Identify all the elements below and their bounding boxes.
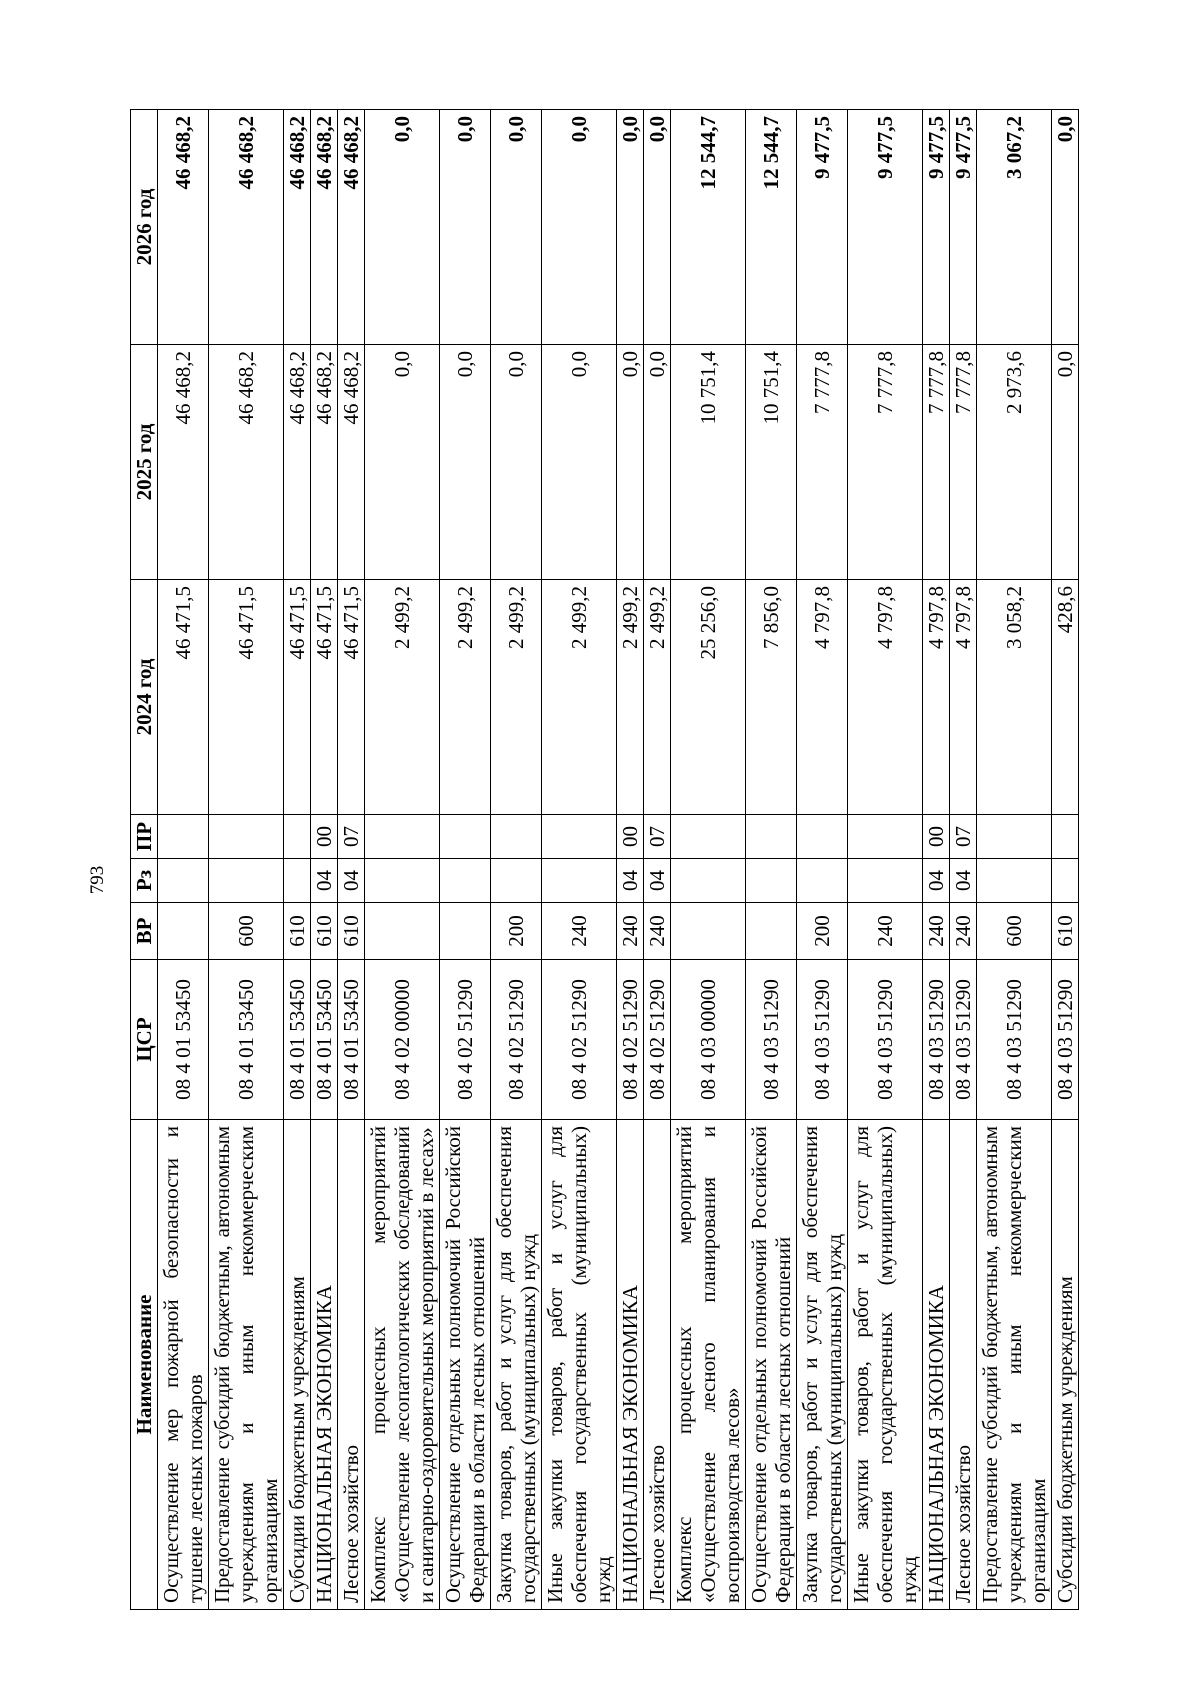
cell-pr [746, 815, 797, 859]
cell-2024: 2 499,2 [542, 580, 617, 815]
cell-2025: 0,0 [617, 345, 644, 580]
cell-vr: 200 [491, 903, 542, 960]
cell-pr [671, 815, 746, 859]
cell-name: Лесное хозяйство [644, 1120, 671, 1610]
header-csr: ЦСР [131, 960, 158, 1120]
table-row [491, 110, 542, 1610]
cell-2026: 0,0 [542, 110, 617, 345]
cell-vr [365, 903, 440, 960]
cell-2026: 0,0 [365, 110, 440, 345]
cell-name: Предоставление субсидий бюджетным, автономным учреждениям и иным некоммерческим организациям [977, 1120, 1052, 1610]
cell-csr: 08 4 02 00000 [365, 960, 440, 1120]
cell-name: НАЦИОНАЛЬНАЯ ЭКОНОМИКА [311, 1120, 338, 1610]
cell-csr: 08 4 03 51290 [848, 960, 923, 1120]
table-row [617, 110, 644, 1610]
cell-pr [1052, 815, 1079, 859]
cell-2024: 46 471,5 [158, 580, 209, 815]
cell-pr: 07 [644, 815, 671, 859]
budget-table [130, 109, 1079, 1610]
cell-2024: 2 499,2 [617, 580, 644, 815]
cell-name: Комплекс процессных мероприятий «Осуществление лесопатологических обследований и санитарно-оздоровительных мероприятий в лесах» [365, 1120, 440, 1610]
cell-pr: 00 [923, 815, 950, 859]
cell-csr: 08 4 02 51290 [617, 960, 644, 1120]
table-row [440, 110, 491, 1610]
cell-vr: 610 [284, 903, 311, 960]
cell-2024: 4 797,8 [923, 580, 950, 815]
cell-2024: 46 471,5 [284, 580, 311, 815]
cell-csr: 08 4 01 53450 [158, 960, 209, 1120]
cell-vr: 600 [209, 903, 284, 960]
cell-csr: 08 4 03 51290 [797, 960, 848, 1120]
cell-rz [440, 859, 491, 903]
page-number: 793 [87, 865, 108, 895]
cell-vr: 610 [311, 903, 338, 960]
cell-rz [158, 859, 209, 903]
cell-rz [542, 859, 617, 903]
cell-2024: 4 797,8 [797, 580, 848, 815]
table-row [365, 110, 440, 1610]
cell-vr: 240 [617, 903, 644, 960]
cell-2024: 4 797,8 [950, 580, 977, 815]
table-row [284, 110, 311, 1610]
cell-2025: 46 468,2 [209, 345, 284, 580]
cell-2025: 0,0 [1052, 345, 1079, 580]
cell-pr [542, 815, 617, 859]
cell-csr: 08 4 02 51290 [440, 960, 491, 1120]
cell-2024: 2 499,2 [491, 580, 542, 815]
table-row [311, 110, 338, 1610]
cell-rz [848, 859, 923, 903]
cell-pr [491, 815, 542, 859]
cell-name: Предоставление субсидий бюджетным, автономным учреждениям и иным некоммерческим организациям [209, 1120, 284, 1610]
cell-2024: 3 058,2 [977, 580, 1052, 815]
cell-vr [671, 903, 746, 960]
cell-name: НАЦИОНАЛЬНАЯ ЭКОНОМИКА [617, 1120, 644, 1610]
cell-csr: 08 4 02 51290 [542, 960, 617, 1120]
cell-name: Лесное хозяйство [950, 1120, 977, 1610]
cell-rz: 04 [644, 859, 671, 903]
cell-csr: 08 4 01 53450 [311, 960, 338, 1120]
cell-csr: 08 4 02 51290 [491, 960, 542, 1120]
cell-rz [1052, 859, 1079, 903]
cell-2026: 46 468,2 [158, 110, 209, 345]
cell-2024: 25 256,0 [671, 580, 746, 815]
cell-vr: 240 [542, 903, 617, 960]
cell-vr: 240 [644, 903, 671, 960]
cell-pr: 07 [338, 815, 365, 859]
cell-csr: 08 4 03 51290 [977, 960, 1052, 1120]
cell-csr: 08 4 03 51290 [950, 960, 977, 1120]
cell-rz [284, 859, 311, 903]
cell-2025: 46 468,2 [311, 345, 338, 580]
cell-2025: 0,0 [644, 345, 671, 580]
cell-2024: 7 856,0 [746, 580, 797, 815]
cell-vr: 240 [848, 903, 923, 960]
cell-2025: 0,0 [542, 345, 617, 580]
cell-2025: 10 751,4 [746, 345, 797, 580]
cell-vr [746, 903, 797, 960]
table-row [977, 110, 1052, 1610]
header-pr: ПР [131, 815, 158, 859]
cell-rz: 04 [311, 859, 338, 903]
cell-2025: 7 777,8 [950, 345, 977, 580]
table-row [158, 110, 209, 1610]
cell-vr [158, 903, 209, 960]
cell-2026: 0,0 [617, 110, 644, 345]
cell-2026: 12 544,7 [746, 110, 797, 345]
cell-2025: 0,0 [365, 345, 440, 580]
cell-2024: 46 471,5 [338, 580, 365, 815]
cell-name: Лесное хозяйство [338, 1120, 365, 1610]
cell-2024: 46 471,5 [311, 580, 338, 815]
cell-2026: 0,0 [644, 110, 671, 345]
cell-rz [209, 859, 284, 903]
cell-vr: 610 [338, 903, 365, 960]
table-row [1052, 110, 1079, 1610]
cell-rz [746, 859, 797, 903]
cell-pr [440, 815, 491, 859]
cell-2025: 10 751,4 [671, 345, 746, 580]
table-body [158, 110, 1079, 1610]
cell-name: Иные закупки товаров, работ и услуг для обеспечения государственных (муниципальных) нужд [542, 1120, 617, 1610]
table-row [542, 110, 617, 1610]
cell-vr: 240 [950, 903, 977, 960]
table-row [746, 110, 797, 1610]
cell-pr [209, 815, 284, 859]
header-name: Наименование [131, 1120, 158, 1610]
cell-2025: 0,0 [491, 345, 542, 580]
table-row [209, 110, 284, 1610]
cell-csr: 08 4 03 51290 [1052, 960, 1079, 1120]
cell-csr: 08 4 01 53450 [284, 960, 311, 1120]
cell-rz: 04 [923, 859, 950, 903]
cell-pr [365, 815, 440, 859]
cell-2026: 46 468,2 [209, 110, 284, 345]
cell-name: Комплекс процессных мероприятий «Осуществление лесного планирования и воспроизводства лесов» [671, 1120, 746, 1610]
cell-2025: 46 468,2 [158, 345, 209, 580]
cell-2026: 46 468,2 [284, 110, 311, 345]
cell-rz: 04 [338, 859, 365, 903]
cell-2026: 9 477,5 [950, 110, 977, 345]
table-row [797, 110, 848, 1610]
cell-2024: 2 499,2 [365, 580, 440, 815]
cell-name: Иные закупки товаров, работ и услуг для обеспечения государственных (муниципальных) нужд [848, 1120, 923, 1610]
cell-2026: 0,0 [1052, 110, 1079, 345]
cell-2025: 7 777,8 [923, 345, 950, 580]
cell-pr [797, 815, 848, 859]
cell-vr: 600 [977, 903, 1052, 960]
cell-pr: 07 [950, 815, 977, 859]
cell-vr [440, 903, 491, 960]
cell-2025: 0,0 [440, 345, 491, 580]
cell-name: Субсидии бюджетным учреждениям [1052, 1120, 1079, 1610]
cell-csr: 08 4 02 51290 [644, 960, 671, 1120]
cell-name: Осуществление отдельных полномочий Российской Федерации в области лесных отношений [746, 1120, 797, 1610]
cell-2026: 12 544,7 [671, 110, 746, 345]
header-row [131, 110, 158, 1610]
table-row [671, 110, 746, 1610]
header-2024: 2024 год [131, 580, 158, 815]
header-2025: 2025 год [131, 345, 158, 580]
cell-name: Закупка товаров, работ и услуг для обеспечения государственных (муниципальных) нужд [797, 1120, 848, 1610]
table-row [644, 110, 671, 1610]
cell-name: Осуществление отдельных полномочий Российской Федерации в области лесных отношений [440, 1120, 491, 1610]
cell-2024: 2 499,2 [644, 580, 671, 815]
cell-2025: 7 777,8 [848, 345, 923, 580]
cell-pr: 00 [617, 815, 644, 859]
cell-rz: 04 [950, 859, 977, 903]
cell-2025: 2 973,6 [977, 345, 1052, 580]
header-vr: ВР [131, 903, 158, 960]
cell-2024: 46 471,5 [209, 580, 284, 815]
cell-2025: 46 468,2 [284, 345, 311, 580]
cell-pr: 00 [311, 815, 338, 859]
cell-pr [284, 815, 311, 859]
cell-vr: 200 [797, 903, 848, 960]
cell-csr: 08 4 01 53450 [209, 960, 284, 1120]
cell-vr: 610 [1052, 903, 1079, 960]
cell-rz: 04 [617, 859, 644, 903]
cell-2026: 0,0 [491, 110, 542, 345]
cell-vr: 240 [923, 903, 950, 960]
cell-name: Субсидии бюджетным учреждениям [284, 1120, 311, 1610]
cell-name: НАЦИОНАЛЬНАЯ ЭКОНОМИКА [923, 1120, 950, 1610]
table-row [923, 110, 950, 1610]
cell-csr: 08 4 03 00000 [671, 960, 746, 1120]
cell-2026: 9 477,5 [923, 110, 950, 345]
cell-rz [977, 859, 1052, 903]
cell-2025: 46 468,2 [338, 345, 365, 580]
rotated-table-container [130, 110, 1077, 1610]
cell-2026: 46 468,2 [311, 110, 338, 345]
cell-2024: 428,6 [1052, 580, 1079, 815]
cell-2026: 9 477,5 [797, 110, 848, 345]
table-row [950, 110, 977, 1610]
cell-2026: 9 477,5 [848, 110, 923, 345]
cell-csr: 08 4 01 53450 [338, 960, 365, 1120]
cell-rz [365, 859, 440, 903]
table-row [338, 110, 365, 1610]
header-rz: Рз [131, 859, 158, 903]
cell-2024: 2 499,2 [440, 580, 491, 815]
cell-2026: 3 067,2 [977, 110, 1052, 345]
cell-rz [797, 859, 848, 903]
cell-csr: 08 4 03 51290 [746, 960, 797, 1120]
cell-rz [671, 859, 746, 903]
cell-csr: 08 4 03 51290 [923, 960, 950, 1120]
table-row [848, 110, 923, 1610]
cell-name: Осуществление мер пожарной безопасности и тушение лесных пожаров [158, 1120, 209, 1610]
cell-name: Закупка товаров, работ и услуг для обеспечения государственных (муниципальных) нужд [491, 1120, 542, 1610]
cell-2026: 46 468,2 [338, 110, 365, 345]
cell-pr [158, 815, 209, 859]
cell-2024: 4 797,8 [848, 580, 923, 815]
cell-2026: 0,0 [440, 110, 491, 345]
cell-pr [977, 815, 1052, 859]
header-2026: 2026 год [131, 110, 158, 345]
cell-rz [491, 859, 542, 903]
cell-pr [848, 815, 923, 859]
cell-2025: 7 777,8 [797, 345, 848, 580]
